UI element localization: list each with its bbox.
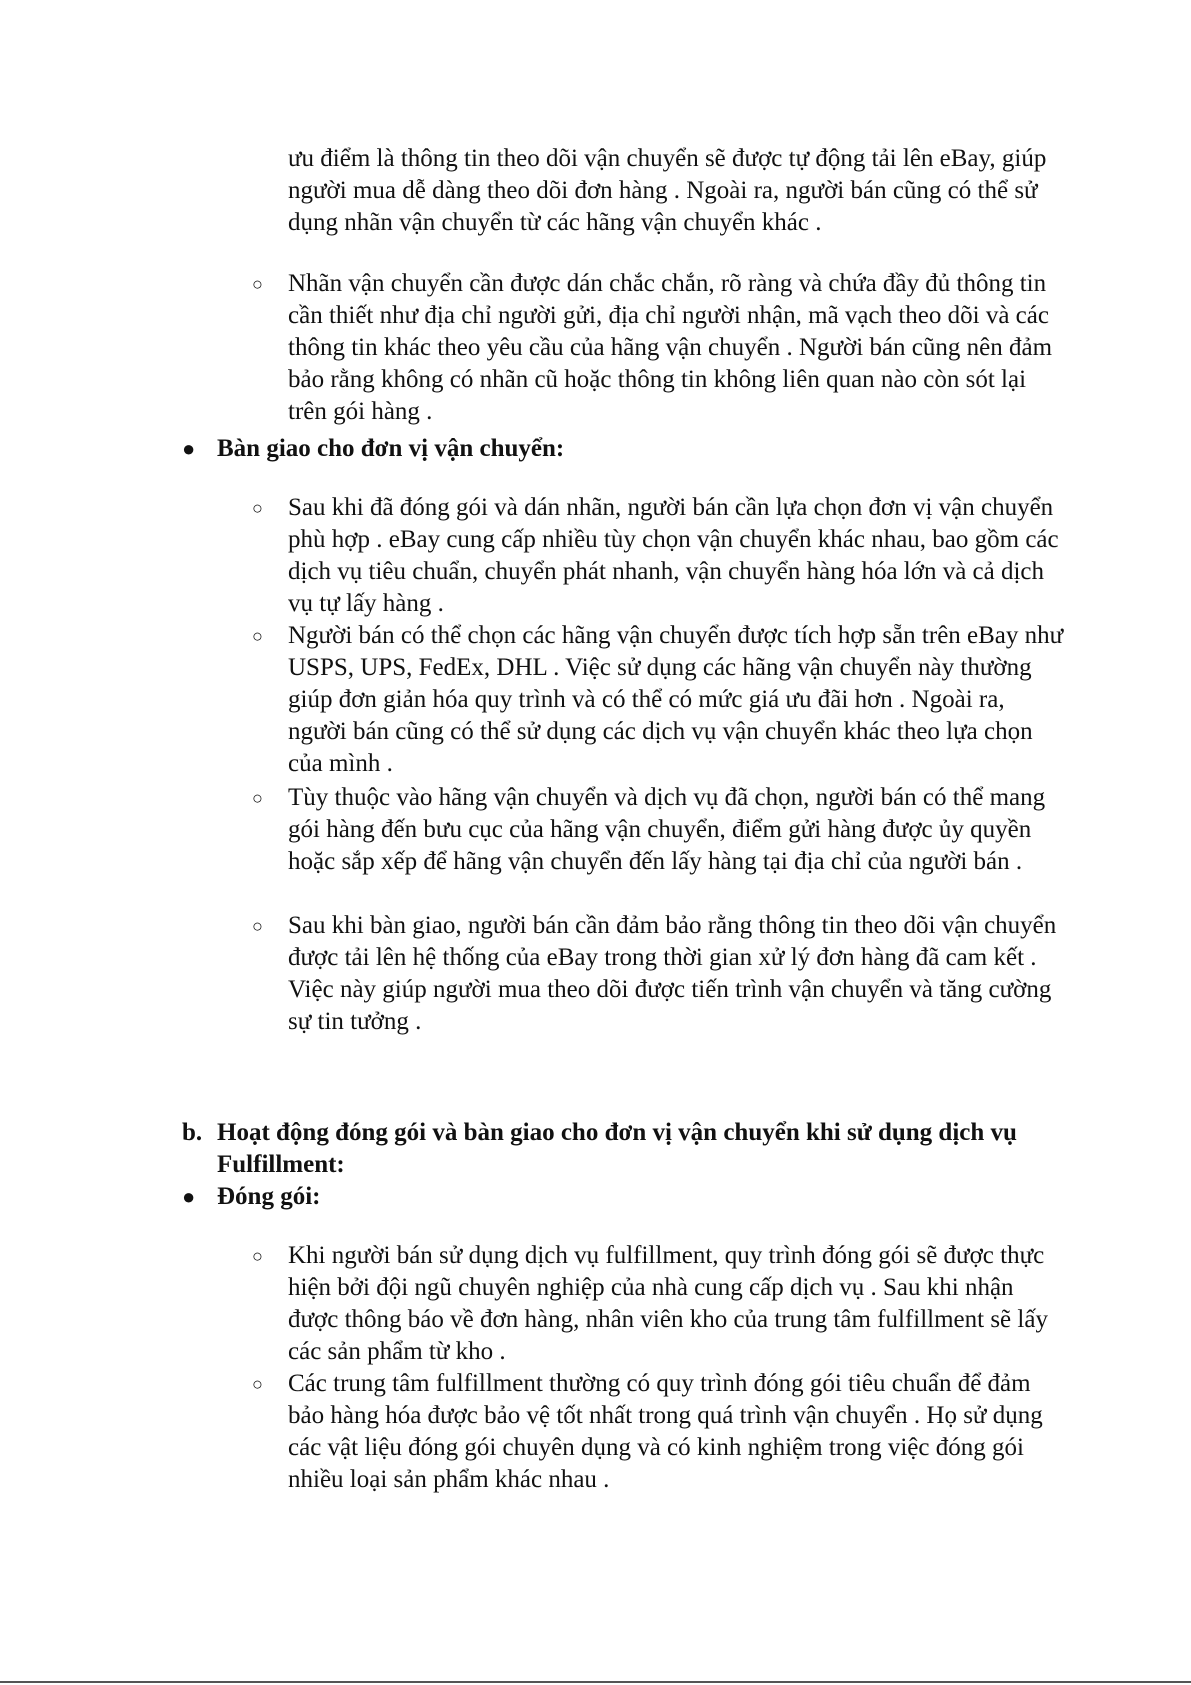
sub-bullet-icon: ○ <box>252 1246 263 1266</box>
section-b-heading: Hoạt động đóng gói và bàn giao cho đơn vị vận chuyển khi sử dụng dịch vụ Fulfillment: <box>217 1119 1017 1178</box>
sub-bullet-icon: ○ <box>252 916 263 936</box>
sub-bullet-icon: ○ <box>252 274 263 294</box>
sub-bullet-icon: ○ <box>252 1374 263 1394</box>
sub-bullet-icon: ○ <box>252 626 263 646</box>
section-b-label: b. <box>182 1119 203 1146</box>
list-item: Sau khi đã đóng gói và dán nhãn, người bán cần lựa chọn đơn vị vận chuyển phù hợp . eBay cung cấp nhiều tùy chọn vận chuyển khác nhau, bao gồm các dịch vụ tiêu chuẩn, chuyển phát nhanh, vận chuyển hàng hóa lớn và cả dịch vụ tự lấy hàng . <box>288 494 1059 617</box>
bullet-icon: ● <box>182 436 196 461</box>
list-item: Tùy thuộc vào hãng vận chuyển và dịch vụ đã chọn, người bán có thể mang gói hàng đến bưu cục của hãng vận chuyển, điểm gửi hàng được ủy quyền hoặc sắp xếp để hãng vận chuyển đến lấy hàng tại địa chỉ của người bán . <box>288 784 1046 875</box>
list-item: Người bán có thể chọn các hãng vận chuyển được tích hợp sẵn trên eBay như USPS, UPS, FedEx, DHL . Việc sử dụng các hãng vận chuyển này thường giúp đơn giản hóa quy trình và có thể có mức giá ưu đãi hơn . Ngoài ra, người bán cũng có thể sử dụng các dịch vụ vận chuyển khác theo lựa chọn của mình . <box>288 622 1064 777</box>
list-item: Các trung tâm fulfillment thường có quy trình đóng gói tiêu chuẩn để đảm bảo hàng hóa được bảo vệ tốt nhất trong quá trình vận chuyển . Họ sử dụng các vật liệu đóng gói chuyên dụng và có kinh nghiệm trong việc đóng gói nhiều loại sản phẩm khác nhau . <box>288 1370 1043 1493</box>
sub-bullet-icon: ○ <box>252 498 263 518</box>
bullet-icon: ● <box>182 1184 196 1209</box>
page-bottom-divider <box>0 1681 1191 1683</box>
list-item: Khi người bán sử dụng dịch vụ fulfillment, quy trình đóng gói sẽ được thực hiện bởi đội ngũ chuyên nghiệp của nhà cung cấp dịch vụ . Sau khi nhận được thông báo về đơn hàng, nhân viên kho của trung tâm fulfillment sẽ lấy các sản phẩm từ kho . <box>288 1242 1048 1365</box>
packaging-heading: Đóng gói: <box>217 1183 321 1210</box>
paragraph-continuation: ưu điểm là thông tin theo dõi vận chuyển sẽ được tự động tải lên eBay, giúp người mua dễ dàng theo dõi đơn hàng . Ngoài ra, người bán cũng có thể sử dụng nhãn vận chuyển từ các hãng vận chuyển khác . <box>288 145 1047 236</box>
sub-bullet-icon: ○ <box>252 788 263 808</box>
handover-heading: Bàn giao cho đơn vị vận chuyển: <box>217 435 565 462</box>
list-item-label-note: Nhãn vận chuyển cần được dán chắc chắn, rõ ràng và chứa đầy đủ thông tin cần thiết như địa chỉ người gửi, địa chỉ người nhận, mã vạch theo dõi và các thông tin khác theo yêu cầu của hãng vận chuyển . Người bán cũng nên đảm bảo rằng không có nhãn cũ hoặc thông tin không liên quan nào còn sót lại trên gói hàng . <box>288 270 1053 425</box>
list-item: Sau khi bàn giao, người bán cần đảm bảo rằng thông tin theo dõi vận chuyển được tải lên hệ thống của eBay trong thời gian xử lý đơn hàng đã cam kết . Việc này giúp người mua theo dõi được tiến trình vận chuyển và tăng cường sự tin tưởng . <box>288 912 1057 1035</box>
